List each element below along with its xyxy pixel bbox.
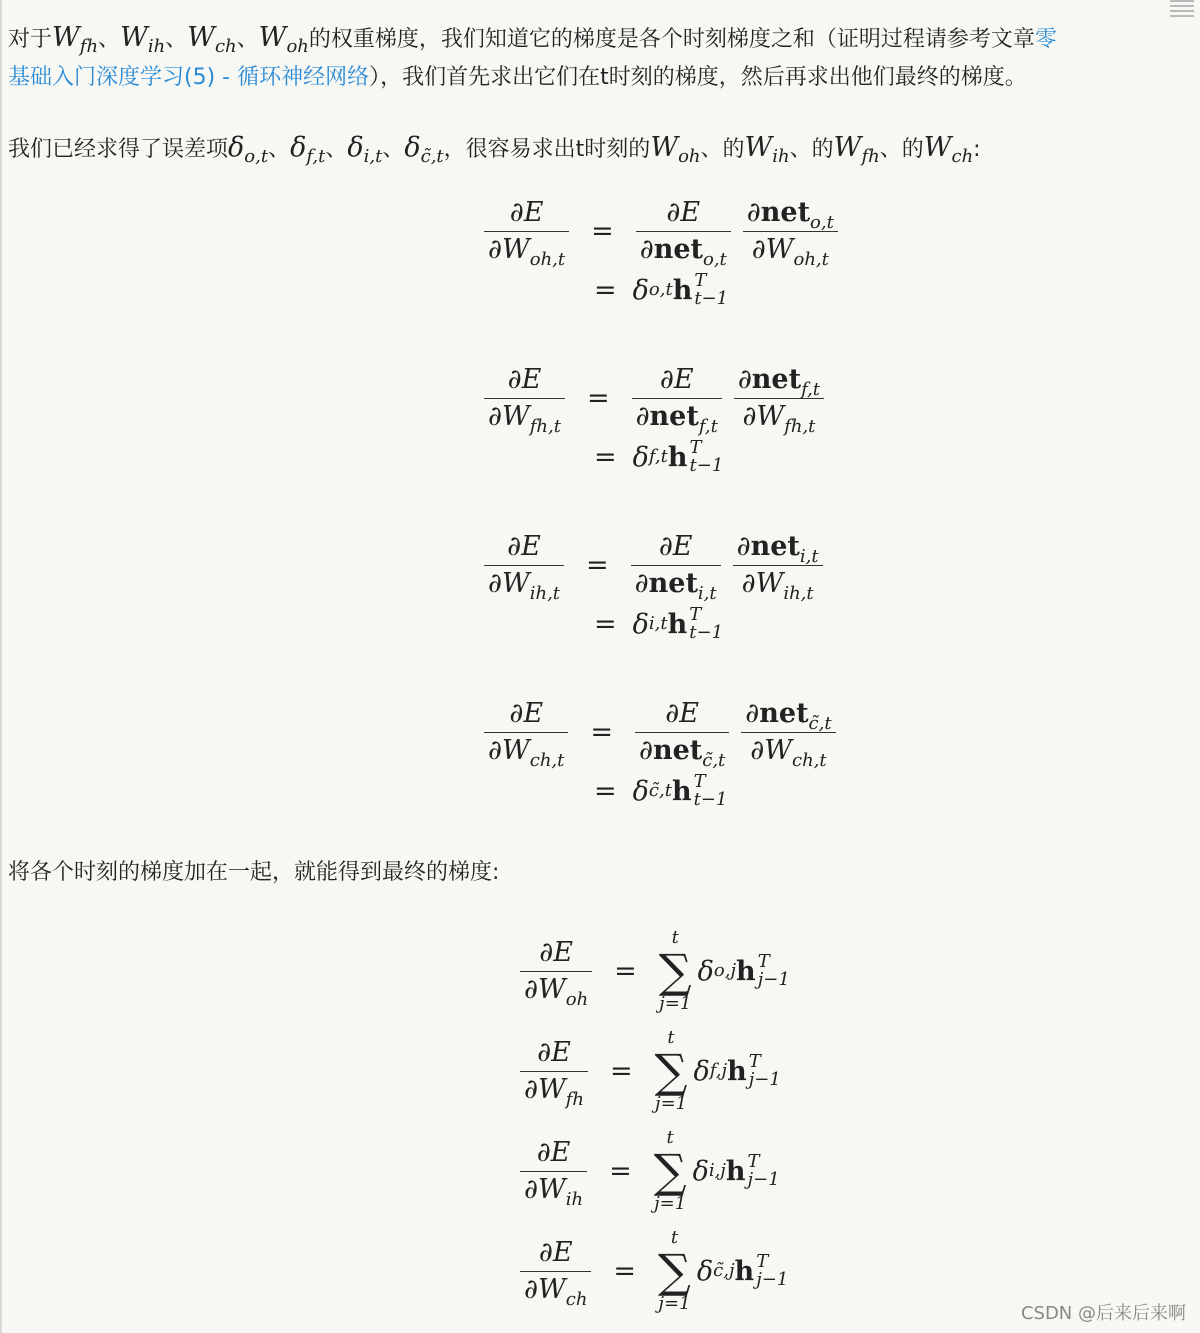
equation-block-3: $\frac{\partial E}{\partial W_{ih,t}}$ = $\frac{\partial E}{\partial net_{i,t}}$ $\frac{\partial net_{i,t}}{\partial W_{ih,t}}$ = δ i,t h T t−1: [478, 530, 829, 648]
toc-list-icon[interactable]: [1170, 0, 1194, 18]
sum-equation-3: $\frac{\partial E}{\partial W_{ih}}$ = t ∑ j=1 δ i,j h T j−1: [514, 1128, 780, 1214]
paragraph-1-line-2: 基础入门深度学习(5) - 循环神经网络），我们首先求出它们在t时刻的梯度，然后再求出他们最终的梯度。: [8, 65, 1027, 90]
sum-equation-4: $\frac{\partial E}{\partial W_{ch}}$ = t ∑ j=1 δ c̃,j h T j−1: [514, 1228, 788, 1314]
paragraph-2: 我们已经求得了误差项$\delta_{o,t}$、$\delta_{f,t}$、$\delta_{i,t}$、$\delta_{c̃,t}$，很容易求出t时刻的$W_{oh}$、的$W_{ih}$、的$W_{fh}$、的$W_{ch}$:: [8, 132, 981, 167]
equation-block-4: $\frac{\partial E}{\partial W_{ch,t}}$ = $\frac{\partial E}{\partial net_{c̃,t}}$ $\frac{\partial net_{c̃,t}}{\partial W_{ch,t}}$ = δ c̃,t h T t−1: [478, 697, 842, 815]
paragraph-3: 将各个时刻的梯度加在一起，就能得到最终的梯度:: [8, 860, 500, 885]
paragraph-1: 对于$W_{fh}$、$W_{ih}$、$W_{ch}$、$W_{oh}$的权重梯度，我们知道它的梯度是各个时刻梯度之和（证明过程请参考文章零: [8, 22, 1057, 57]
equation-block-1: $\frac{\partial E}{\partial W_{oh,t}}$ = $\frac{\partial E}{\partial net_{o,t}}$ $\frac{\partial net_{o,t}}{\partial W_{oh,t}}$ = δ o,t h T t−1: [478, 196, 844, 314]
sum-equation-2: $\frac{\partial E}{\partial W_{fh}}$ = t ∑ j=1 δ f,j h T j−1: [514, 1028, 781, 1114]
left-border: [0, 0, 2, 1333]
sum-equation-1: $\frac{\partial E}{\partial W_{oh}}$ = t ∑ j=1 δ o,j h T j−1: [514, 928, 790, 1014]
article-link[interactable]: 基础入门深度学习(5) - 循环神经网络: [8, 65, 370, 90]
watermark: CSDN @后来后来啊: [1020, 1303, 1186, 1324]
equation-block-2: $\frac{\partial E}{\partial W_{fh,t}}$ = $\frac{\partial E}{\partial net_{f,t}}$ $\frac{\partial net_{f,t}}{\partial W_{fh,t}}$ = δ f,t h T t−1: [478, 363, 830, 481]
article-link-start[interactable]: 零: [1034, 27, 1057, 52]
